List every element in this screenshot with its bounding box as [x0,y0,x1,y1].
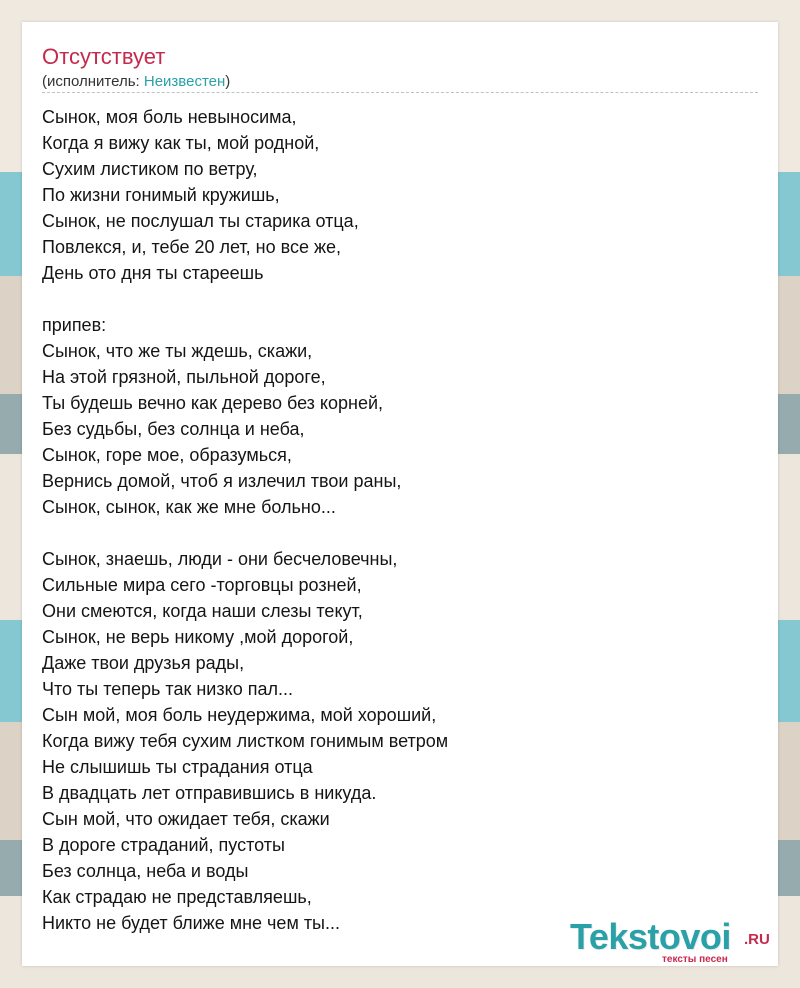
site-logo[interactable] [570,918,780,964]
artist-suffix: ) [225,73,231,90]
lyrics-line: Что ты теперь так низко пал... [42,679,293,699]
lyrics-line: припев: [42,315,107,335]
lyrics-blank-line [42,520,758,546]
artist-prefix: (исполнитель: [42,73,144,90]
lyrics-line: Сухим листиком по ветру, [42,159,258,179]
lyrics-line: Без солнца, неба и воды [42,861,249,881]
lyrics-line: Не слышишь ты страдания отца [42,757,313,777]
artist-link[interactable]: Неизвестен [143,73,226,90]
lyrics-line: Сынок, не послушал ты старика отца, [42,211,359,231]
lyrics-line: Даже твои друзья рады, [42,653,245,673]
lyrics-line: Сынок, что же ты ждешь, скажи, [42,341,313,361]
lyrics-line: Сын мой, что ожидает тебя, скажи [42,809,330,829]
lyrics-line: Ты будешь вечно как дерево без корней, [42,393,384,413]
lyrics-line: Сильные мира сего -торговцы розней, [42,575,362,595]
lyrics-line: Сынок, горе мое, образумься, [42,445,292,465]
lyrics-line: Сынок, знаешь, люди - они бесчеловечны, [42,549,398,569]
lyrics-line: На этой грязной, пыльной дороге, [42,367,326,387]
logo-wordmark: Tekstovoi [570,916,731,957]
lyrics-card [22,22,778,966]
title-divider [42,92,758,93]
lyrics-body [42,104,758,936]
artist-line [42,73,230,91]
lyrics-line: В двадцать лет отправившись в никуда. [42,783,377,803]
lyrics-line: Когда я вижу как ты, мой родной, [42,133,320,153]
lyrics-line: По жизни гонимый кружишь, [42,185,280,205]
lyrics-line: Когда вижу тебя сухим листком гонимым ветром [42,731,449,751]
lyrics-blank-line [42,286,758,312]
lyrics-line: Повлекся, и, тебе 20 лет, но все же, [42,237,342,257]
lyrics-line: День ото дня ты стареешь [42,263,264,283]
lyrics-line: В дороге страданий, пустоты [42,835,285,855]
logo-tagline: тексты песен [662,954,728,965]
lyrics-line: Как страдаю не представляешь, [42,887,312,907]
lyrics-line: Они смеются, когда наши слезы текут, [42,601,363,621]
logo-tld: .RU [744,931,770,948]
lyrics-line: Вернись домой, чтоб я излечил твои раны, [42,471,402,491]
lyrics-line: Сын мой, моя боль неудержима, мой хороший, [42,705,437,725]
song-title: Отсутствует [42,44,166,69]
lyrics-line: Сынок, моя боль невыносима, [42,107,297,127]
lyrics-line: Без судьбы, без солнца и неба, [42,419,305,439]
lyrics-line: Сынок, не верь никому ,мой дорогой, [42,627,354,647]
lyrics-line: Сынок, сынок, как же мне больно... [42,497,336,517]
lyrics-line: Никто не будет ближе мне чем ты... [42,913,341,933]
